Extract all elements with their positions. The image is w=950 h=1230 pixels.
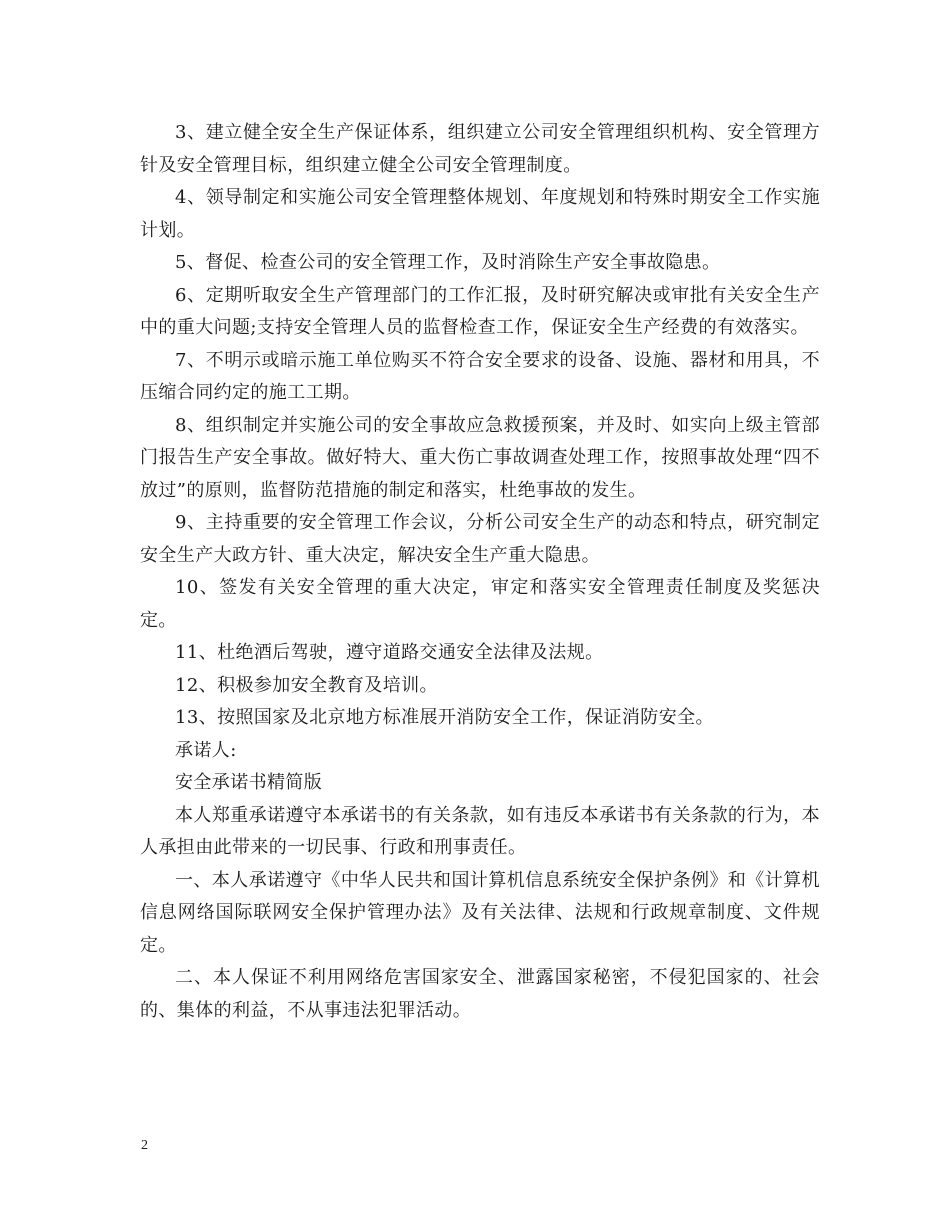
paragraph-4: 4、领导制定和实施公司安全管理整体规划、年度规划和特殊时期安全工作实施计划。 — [140, 187, 820, 241]
paragraph-7: 7、不明示或暗示施工单位购买不符合安全要求的设备、设施、器材和用具，不压缩合同约定的施工工期。 — [140, 349, 820, 403]
page-number: 2 — [141, 1138, 148, 1153]
paragraph-12: 12、积极参加安全教育及培训。 — [175, 674, 438, 696]
document-body — [140, 117, 820, 1027]
paragraph-6: 6、定期听取安全生产管理部门的工作汇报，及时研究解决或审批有关安全生产中的重大问题;支持安全管理人员的监督检查工作，保证安全生产经费的有效落实。 — [140, 284, 820, 338]
paragraph-13: 13、按照国家及北京地方标准展开消防安全工作，保证消防安全。 — [175, 707, 714, 728]
pledge-intro: 本人郑重承诺遵守本承诺书的有关条款，如有违反本承诺书有关条款的行为，本人承担由此带来的一切民事、行政和刑事责任。 — [140, 804, 820, 858]
signatory-label: 承诺人: — [175, 739, 237, 761]
paragraph-3: 3、建立健全安全生产保证体系，组织建立公司安全管理组织机构、安全管理方针及安全管理目标，组织建立健全公司安全管理制度。 — [140, 122, 820, 176]
paragraph-5: 5、督促、检查公司的安全管理工作，及时消除生产安全事故隐患。 — [175, 252, 721, 273]
paragraph-11: 11、杜绝酒后驾驶，遵守道路交通安全法律及法规。 — [175, 642, 604, 663]
paragraph-8: 8、组织制定并实施公司的安全事故应急救援预案，并及时、如实向上级主管部门报告生产安全事故。做好特大、重大伤亡事故调查处理工作，按照事故处理“四不放过”的原则，监督防范措施的制定和落实，杜绝事故的发生。 — [140, 414, 820, 501]
section-title: 安全承诺书精简版 — [175, 772, 323, 793]
paragraph-10: 10、签发有关安全管理的重大决定，审定和落实安全管理责任制度及奖惩决定。 — [140, 577, 820, 631]
pledge-item-1: 一、本人承诺遵守《中华人民共和国计算机信息系统安全保护条例》和《计算机信息网络国际联网安全保护管理办法》及有关法律、法规和行政规章制度、文件规定。 — [140, 869, 820, 956]
pledge-item-2: 二、本人保证不利用网络危害国家安全、泄露国家秘密，不侵犯国家的、社会的、集体的利益，不从事违法犯罪活动。 — [140, 967, 820, 1021]
paragraph-9: 9、主持重要的安全管理工作会议，分析公司安全生产的动态和特点，研究制定安全生产大政方针、重大决定，解决安全生产重大隐患。 — [140, 512, 820, 566]
